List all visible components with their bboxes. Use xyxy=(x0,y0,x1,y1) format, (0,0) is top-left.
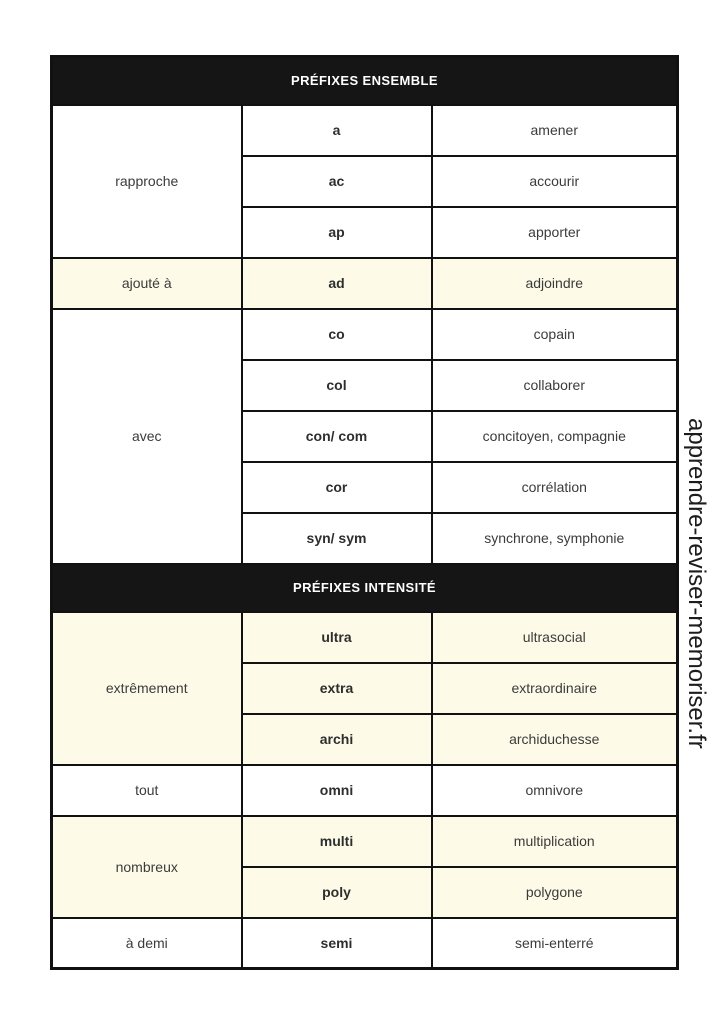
example-cell: extraordinaire xyxy=(432,663,678,714)
prefix-table xyxy=(50,55,679,970)
table-row xyxy=(52,258,678,309)
section-header-row xyxy=(52,57,678,105)
prefix-cell: ad xyxy=(242,258,432,309)
example-cell: amener xyxy=(432,105,678,156)
section-title: PRÉFIXES INTENSITÉ xyxy=(52,564,678,612)
table-row xyxy=(52,765,678,816)
section-title: PRÉFIXES ENSEMBLE xyxy=(52,57,678,105)
prefix-cell: ultra xyxy=(242,612,432,663)
prefix-cell: archi xyxy=(242,714,432,765)
example-cell: collaborer xyxy=(432,360,678,411)
example-cell: apporter xyxy=(432,207,678,258)
prefix-cell: semi xyxy=(242,918,432,969)
section-header-row xyxy=(52,564,678,612)
example-cell: concitoyen, compagnie xyxy=(432,411,678,462)
prefix-cell: syn/ sym xyxy=(242,513,432,564)
prefix-cell: poly xyxy=(242,867,432,918)
prefix-table-body xyxy=(52,57,678,969)
example-cell: copain xyxy=(432,309,678,360)
table-row xyxy=(52,816,678,867)
example-cell: synchrone, symphonie xyxy=(432,513,678,564)
prefix-cell: omni xyxy=(242,765,432,816)
prefix-cell: extra xyxy=(242,663,432,714)
prefix-cell: con/ com xyxy=(242,411,432,462)
example-cell: adjoindre xyxy=(432,258,678,309)
prefix-cell: a xyxy=(242,105,432,156)
prefix-cell: ap xyxy=(242,207,432,258)
watermark-text: apprendre-reviser-memoriser.fr xyxy=(683,418,710,749)
table-row xyxy=(52,918,678,969)
meaning-cell: nombreux xyxy=(52,816,242,918)
prefix-cell: multi xyxy=(242,816,432,867)
prefix-cell: cor xyxy=(242,462,432,513)
meaning-cell: ajouté à xyxy=(52,258,242,309)
meaning-cell: rapproche xyxy=(52,105,242,258)
example-cell: omnivore xyxy=(432,765,678,816)
table-row xyxy=(52,612,678,663)
table-row xyxy=(52,309,678,360)
meaning-cell: avec xyxy=(52,309,242,564)
example-cell: polygone xyxy=(432,867,678,918)
example-cell: semi-enterré xyxy=(432,918,678,969)
example-cell: archiduchesse xyxy=(432,714,678,765)
example-cell: corrélation xyxy=(432,462,678,513)
prefix-cell: co xyxy=(242,309,432,360)
meaning-cell: tout xyxy=(52,765,242,816)
example-cell: multiplication xyxy=(432,816,678,867)
prefix-cell: col xyxy=(242,360,432,411)
table-row xyxy=(52,105,678,156)
example-cell: ultrasocial xyxy=(432,612,678,663)
example-cell: accourir xyxy=(432,156,678,207)
prefix-cell: ac xyxy=(242,156,432,207)
meaning-cell: à demi xyxy=(52,918,242,969)
meaning-cell: extrêmement xyxy=(52,612,242,765)
